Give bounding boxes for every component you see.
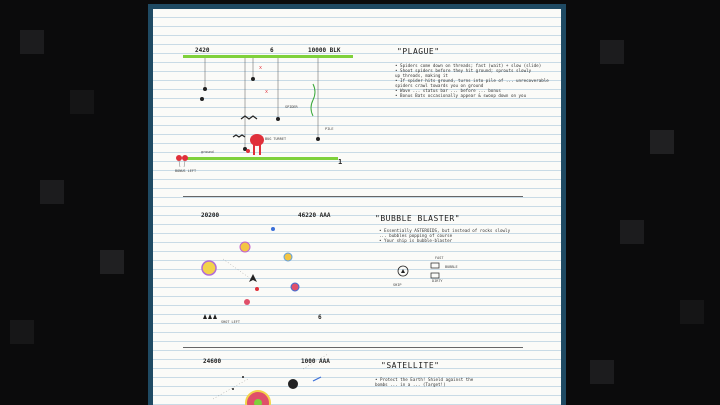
bubble-blaster-title: "BUBBLE BLASTER" — [375, 214, 461, 223]
note-line: bombs ... in a ... (Target!) — [375, 382, 446, 387]
lives-count: 6 — [318, 314, 322, 321]
score-right: 1000 AAA — [301, 358, 330, 365]
label-dirty: DIRTY — [432, 279, 443, 283]
note-line: • Bonus Bats occasionally appear & swoop down on you — [395, 93, 527, 98]
note-line: • Your ship is bubble-blaster — [379, 238, 453, 243]
score-left: 24600 — [203, 358, 222, 365]
note-line: ... bubbles popping of course — [379, 233, 453, 238]
note-line: • Wave ... status bar ... before ... bonus — [395, 88, 501, 93]
label-shot-left: SHOT LEFT — [221, 320, 240, 324]
note-line: • Shoot spiders before they hit ground; sprouts slowly — [395, 68, 532, 73]
score-left: 2420 — [195, 47, 210, 54]
label-bug-turret: BUG TURRET — [265, 137, 287, 141]
note-line: • Spiders come down on threads; fast (wait) + slow (slide) — [395, 63, 542, 68]
note-line: spiders crawl towards you on ground — [395, 83, 484, 88]
notebook-page — [153, 9, 561, 405]
label-fast: FAST — [435, 256, 444, 260]
score-center: 6 — [270, 47, 274, 54]
score-right: 46220 AAA — [298, 212, 331, 219]
satellite-title: "SATELLITE" — [381, 361, 440, 370]
svg-text:x: x — [259, 65, 263, 71]
label-bonus-left: BONUS LEFT — [175, 169, 197, 173]
label-spider: SPIDER — [285, 105, 298, 109]
satellite-notes — [375, 377, 473, 387]
note-line: • If spider hits ground, turns into pile of ... unrecoverable — [395, 78, 549, 83]
label-pile: PILE — [325, 127, 334, 131]
note-line: • Protect the Earth! Shield against the — [375, 377, 474, 382]
score-left: 20200 — [201, 212, 220, 219]
score-right: 10000 BLK — [308, 47, 341, 54]
note-line: • Essentially ASTEROIDS, but instead of rocks slowly — [379, 228, 511, 233]
svg-text:1: 1 — [338, 158, 343, 166]
plague-title: "PLAGUE" — [397, 47, 440, 56]
svg-text:x: x — [265, 89, 269, 95]
label-bubble: BUBBLE — [445, 265, 458, 269]
satellite-drawing — [153, 9, 561, 405]
label-ground: ground — [201, 150, 214, 154]
label-ship: SHIP — [393, 283, 402, 287]
note-line: up threads, making it — [395, 73, 448, 78]
